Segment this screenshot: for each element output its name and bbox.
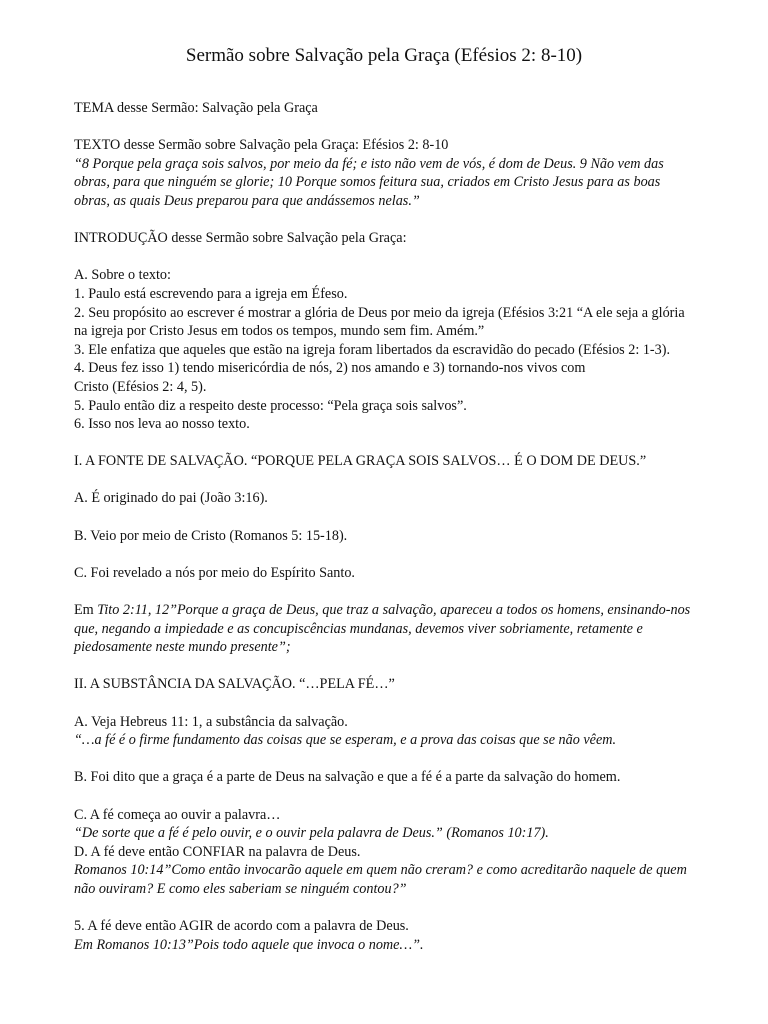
intro-item-2: 2. Seu propósito ao escrever é mostrar a glória de Deus por meio da igreja (Efésios 3:21 “A ele seja a glória na igreja por Cristo Jesus em todos os tempos, mundo sem fim. Amém.” [74,304,685,340]
texto-label: TEXTO desse Sermão sobre Salvação pela Graça: Efésios 2: 8-10 [74,137,449,154]
intro-item-3: 3. Ele enfatiza que aqueles que estão na igreja foram libertados da escravidão do pecado (Efésios 2: 1-3). [74,341,671,358]
section-2-heading: II. A SUBSTÂNCIA DA SALVAÇÃO. “…PELA FÉ…” [74,676,395,693]
intro-item-1: 1. Paulo está escrevendo para a igreja em Éfeso. [74,285,348,302]
section-2-item-a-quote: “…a fé é o firme fundamento das coisas que se esperam, e a prova das coisas que se não vêem. [74,732,617,749]
section-1-tito-quote: Tito 2:11, 12”Porque a graça de Deus, que traz a salvação, apareceu a todos os homens, ensinando-nos que, negando a impiedade e as concupiscências mundanas, devemos viver sobriamente, retamente e piedosamente neste mundo presente”; [74,602,691,656]
section-2-item-b: B. Foi dito que a graça é a parte de Deus na salvação e que a fé é a parte da salvação do homem. [74,769,621,786]
section-1-heading: I. A FONTE DE SALVAÇÃO. “PORQUE PELA GRAÇA SOIS SALVOS… É O DOM DE DEUS.” [74,453,647,470]
texto-quote: “8 Porque pela graça sois salvos, por meio da fé; e isto não vem de vós, é dom de Deus. 9 Não vem das obras, para que ninguém se glorie; 10 Porque somos feitura sua, criados em Cristo Jesus para as boas obras, as quais Deus preparou para que andássemos nelas.” [74,155,664,209]
section-2-item-c: C. A fé começa ao ouvir a palavra… [74,806,281,823]
section-2-item-5-quote: Em Romanos 10:13”Pois todo aquele que invoca o nome…”. [74,936,424,953]
tema-line: TEMA desse Sermão: Salvação pela Graça [74,100,318,116]
document-body [74,99,698,954]
section-2-item-d: D. A fé deve então CONFIAR na palavra de Deus. [74,843,361,860]
section-1-item-c: C. Foi revelado a nós por meio do Espírito Santo. [74,564,355,581]
intro-item-5: 5. Paulo então diz a respeito deste processo: “Pela graça sois salvos”. [74,397,467,414]
section-2-item-5: 5. A fé deve então AGIR de acordo com a palavra de Deus. [74,918,409,935]
intro-item-6: 6. Isso nos leva ao nosso texto. [74,416,250,433]
section-2-item-a: A. Veja Hebreus 11: 1, a substância da salvação. [74,713,348,730]
section-1-em-prefix: Em [74,602,98,619]
intro-item-4-line1: 4. Deus fez isso 1) tendo misericórdia de nós, 2) nos amando e 3) tornando-nos vivos com [74,360,586,377]
section-1-item-b: B. Veio por meio de Cristo (Romanos 5: 15-18). [74,527,348,544]
section-1-item-a: A. É originado do pai (João 3:16). [74,490,268,507]
section-2-item-d-quote: Romanos 10:14”Como então invocarão aquele em quem não creram? e como acreditarão naquele de quem não ouviram? E como eles saberiam se ninguém contou?” [74,862,687,897]
introducao-heading: INTRODUÇÃO desse Sermão sobre Salvação pela Graça: [74,230,407,247]
section-1-tito-paragraph [74,601,698,657]
intro-item-a: A. Sobre o texto: [74,267,171,284]
intro-item-4-line2: Cristo (Efésios 2: 4, 5). [74,378,207,395]
document-title: Sermão sobre Salvação pela Graça (Efésios 2: 8-10) [185,45,583,66]
section-2-item-c-quote: “De sorte que a fé é pelo ouvir, e o ouvir pela palavra de Deus.” (Romanos 10:17). [74,825,549,842]
